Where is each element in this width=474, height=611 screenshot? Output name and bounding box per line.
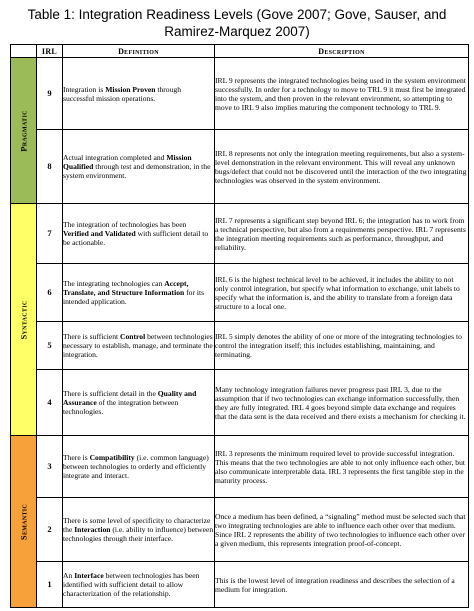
definition-cell: There is some level of specificity to characterize the Interaction (i.e. ability to influence) between technologies through their interface.	[63, 498, 215, 562]
description-cell: Once a medium has been defined, a “signaling” method must be selected such that two integrating technologies are able to influence each other over that medium. Since IRL 2 represents the ability of two technologies to influence each other over a given medium, this represents integration proof-of-concept.	[215, 498, 469, 562]
header-row	[11, 45, 469, 58]
category-label: Pragmatic	[18, 109, 28, 152]
category-label: Syntactic	[18, 300, 28, 339]
irl-number: 7	[37, 204, 63, 264]
table-row	[11, 264, 469, 322]
table-row	[11, 436, 469, 498]
description-cell: IRL 9 represents the integrated technologies being used in the system environment successfully. In order for a technology to move to TRL 9 it must first be integrated into the system, and then proven in the relevant environment, so attempting to move to IRL 9 also implies maturing the component technology to TRL 9.	[215, 58, 469, 130]
description-cell: IRL 8 represents not only the integration meeting requirements, but also a system-level demonstration in the relevant environment. This will reveal any unknown bugs/defect that could not be discovered until the interaction of the two integrating technologies was observed in the system environment.	[215, 130, 469, 204]
description-cell: IRL 3 represents the minimum required level to provide successful integration. This means that the two technologies are able to not only influence each other, but also communicate interpretable data. IRL 3 represents the first tangible step in the maturity process.	[215, 436, 469, 498]
definition-cell: There is sufficient detail in the Quality and Assurance of the integration between technologies.	[63, 370, 215, 436]
category-label: Semantic	[18, 503, 28, 540]
irl-number: 1	[37, 562, 63, 608]
header-irl: IRL	[37, 45, 63, 58]
definition-cell: There is sufficient Control between technologies necessary to establish, manage, and terminate the integration.	[63, 322, 215, 370]
description-cell: IRL 6 is the highest technical level to be achieved, it includes the ability to not only control integration, but specify what information to exchange, unit labels to specify what the information is, and the ability to translate from a foreign data structure to a local one.	[215, 264, 469, 322]
header-definition: Definition	[63, 45, 215, 58]
description-cell: Many technology integration failures never progress past IRL 3, due to the assumption that if two technologies can exchange information successfully, then they are fully integrated. IRL 4 goes beyond simple data exchange and requires that the data sent is the data received and there exists a mechanism for checking it.	[215, 370, 469, 436]
irl-number: 3	[37, 436, 63, 498]
table-row	[11, 498, 469, 562]
irl-number: 5	[37, 322, 63, 370]
category-pragmatic	[11, 58, 37, 204]
irl-number: 9	[37, 58, 63, 130]
irl-number: 6	[37, 264, 63, 322]
category-syntactic	[11, 204, 37, 436]
definition-cell: Actual integration completed and Mission Qualified through test and demonstration, in the system environment.	[63, 130, 215, 204]
table-row	[11, 58, 469, 130]
table-row	[11, 322, 469, 370]
table-row	[11, 562, 469, 608]
category-semantic	[11, 436, 37, 608]
description-cell: This is the lowest level of integration readiness and describes the selection of a medium for integration.	[215, 562, 469, 608]
irl-table	[10, 44, 469, 608]
definition-cell: The integration of technologies has been Verified and Validated with sufficient detail to be actionable.	[63, 204, 215, 264]
irl-number: 8	[37, 130, 63, 204]
description-cell: IRL 7 represents a significant step beyond IRL 6; the integration has to work from a technical perspective, but also from a requirements perspective. IRL 7 represents the integration meeting requirements such as performance, throughput, and reliability.	[215, 204, 469, 264]
table-row	[11, 130, 469, 204]
definition-cell: There is Compatibility (i.e. common language) between technologies to orderly and efficiently integrate and interact.	[63, 436, 215, 498]
table-row	[11, 370, 469, 436]
definition-cell: An Interface between technologies has been identified with sufficient detail to allow characterization of the relationship.	[63, 562, 215, 608]
table-title: Table 1: Integration Readiness Levels (Gove 2007; Gove, Sauser, and Ramirez-Marquez 2007)	[27, 7, 447, 39]
header-blank	[11, 45, 37, 58]
table-row	[11, 204, 469, 264]
header-description: Description	[215, 45, 469, 58]
definition-cell: The integrating technologies can Accept, Translate, and Structure Information for its intended application.	[63, 264, 215, 322]
irl-number: 4	[37, 370, 63, 436]
irl-number: 2	[37, 498, 63, 562]
definition-cell: Integration is Mission Proven through successful mission operations.	[63, 58, 215, 130]
description-cell: IRL 5 simply denotes the ability of one or more of the integrating technologies to control the integration itself; this includes establishing, maintaining, and terminating.	[215, 322, 469, 370]
